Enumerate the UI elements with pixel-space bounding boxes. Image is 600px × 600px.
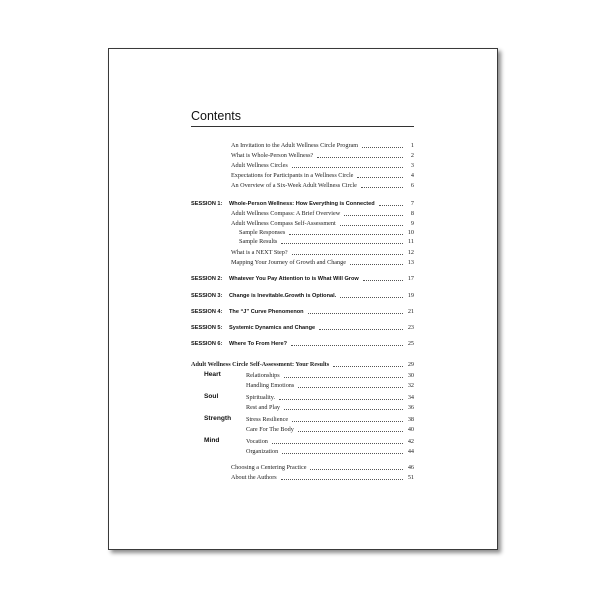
dot-leader [357,177,403,178]
dot-leader [361,187,403,188]
category-label: Mind [204,437,220,444]
dot-leader [282,453,403,454]
toc-subentry [239,239,414,245]
toc-entry-title: Adult Wellness Compass: A Brief Overview [231,210,341,217]
results-page: 29 [407,361,414,368]
toc-entry-title: Spirituality. [246,394,275,401]
toc-entry-page: 2 [410,152,414,159]
dot-leader [350,264,403,265]
session-page: 21 [407,308,414,315]
session-page: 25 [407,340,414,347]
session-3-entry [191,293,414,299]
session-page: 19 [407,292,414,299]
category-heart [204,372,221,379]
dot-leader [298,431,403,432]
session-page: 17 [407,275,414,282]
dot-leader [362,147,403,148]
table-of-contents [109,49,497,549]
toc-entry-title: Expectations for Participants in a Wellness Circle [231,172,354,179]
toc-entry-page: 9 [410,220,414,227]
toc-entry-title: Sample Results [239,238,278,245]
contents-heading: Contents [191,109,242,123]
session-page: 7 [410,200,414,207]
results-entry [191,362,414,368]
toc-entry-page: 8 [410,210,414,217]
session-2-entry [191,276,414,282]
dot-leader [289,234,403,235]
toc-entry-page: 12 [407,249,414,256]
toc-entry-title: Rest and Play [246,404,281,411]
toc-entry-title: An Overview of a Six-Week Adult Wellness Circle [231,182,357,189]
toc-entry-page: 34 [407,394,414,401]
toc-entry-page: 10 [407,229,414,236]
toc-entry [246,395,414,401]
dot-leader [292,167,403,168]
toc-entry-page: 3 [410,162,414,169]
dot-leader [272,443,403,444]
toc-entry [246,439,414,445]
category-mind [204,438,219,445]
session-title: Whole-Person Wellness: How Everything is Connected [229,200,375,207]
toc-subentry [239,230,414,236]
toc-entry-page: 40 [407,426,414,433]
dot-leader [292,421,403,422]
toc-entry-page: 6 [410,182,414,189]
toc-entry-page: 4 [410,172,414,179]
session-label: SESSION 5: [191,324,223,331]
toc-entry-page: 11 [408,238,414,245]
toc-entry [231,475,414,481]
dot-leader [284,377,403,378]
toc-entry-title: Adult Wellness Compass Self-Assessment [231,220,336,227]
dot-leader [333,366,403,367]
toc-entry-title: What is a NEXT Step? [231,249,288,256]
session-page: 23 [407,324,414,331]
results-title: Adult Wellness Circle Self-Assessment: Your Results [191,361,330,368]
dot-leader [340,297,403,298]
toc-entry-page: 42 [407,438,414,445]
category-label: Soul [204,393,219,400]
toc-entry [231,143,414,149]
toc-entry [231,183,414,189]
session-1-entry [191,201,414,207]
toc-entry-title: Stress Resilience [246,416,289,423]
toc-entry-page: 38 [407,416,414,423]
dot-leader [340,225,403,226]
toc-entry-title: Relationships [246,372,280,379]
toc-entry [246,427,414,433]
heading-rule [191,126,414,127]
dot-leader [379,205,403,206]
toc-entry-page: 51 [407,474,414,481]
toc-entry-title: Sample Responses [239,229,286,236]
session-5-entry [191,325,414,331]
dot-leader [284,409,403,410]
toc-entry-title: Choosing a Centering Practice [231,464,307,471]
toc-entry [231,173,414,179]
session-title: The “J” Curve Phenomenon [229,308,304,315]
session-label: SESSION 2: [191,275,223,282]
session-title: Where To From Here? [229,340,288,347]
category-soul [204,394,218,401]
dot-leader [363,280,403,281]
toc-entry-title: Adult Wellness Circles [231,162,288,169]
toc-entry [231,211,414,217]
toc-entry-page: 44 [407,448,414,455]
session-title: Change is Inevitable.Growth is Optional. [229,292,337,299]
session-label: SESSION 3: [191,292,223,299]
session-title: Whatever You Pay Attention to is What Will Grow [229,275,359,282]
toc-entry-page: 30 [407,372,414,379]
toc-entry [231,250,414,256]
toc-entry [246,405,414,411]
toc-entry [231,260,414,266]
dot-leader [281,243,403,244]
dot-leader [317,157,403,158]
category-label: Strength [204,415,232,422]
toc-entry [231,465,414,471]
document-page [108,48,498,550]
toc-entry [231,221,414,227]
dot-leader [319,329,403,330]
dot-leader [344,215,403,216]
dot-leader [281,479,403,480]
toc-entry-title: Mapping Your Journey of Growth and Change [231,259,346,266]
toc-entry-title: Organization [246,448,279,455]
session-label: SESSION 1: [191,200,223,207]
category-label: Heart [204,371,221,378]
session-label: SESSION 4: [191,308,223,315]
toc-entry [246,417,414,423]
toc-entry-page: 1 [410,142,414,149]
session-title: Systemic Dynamics and Change [229,324,316,331]
session-6-entry [191,341,414,347]
dot-leader [279,399,403,400]
toc-entry-page: 32 [407,382,414,389]
category-strength [204,416,231,423]
toc-entry [231,153,414,159]
toc-entry-title: An Invitation to the Adult Wellness Circle Program [231,142,359,149]
session-label: SESSION 6: [191,340,223,347]
toc-entry-title: About the Authors [231,474,277,481]
toc-entry-page: 46 [407,464,414,471]
toc-entry [246,449,414,455]
toc-entry-title: Care For The Body [246,426,294,433]
dot-leader [292,254,403,255]
dot-leader [291,345,403,346]
session-4-entry [191,309,414,315]
toc-entry-page: 36 [407,404,414,411]
toc-entry [231,163,414,169]
toc-entry-title: Vocation [246,438,268,445]
toc-entry-title: What is Whole-Person Wellness? [231,152,314,159]
dot-leader [310,469,403,470]
toc-entry-title: Handling Emotions [246,382,295,389]
dot-leader [298,387,403,388]
toc-entry [246,383,414,389]
dot-leader [308,313,403,314]
toc-entry [246,373,414,379]
toc-entry-page: 13 [407,259,414,266]
